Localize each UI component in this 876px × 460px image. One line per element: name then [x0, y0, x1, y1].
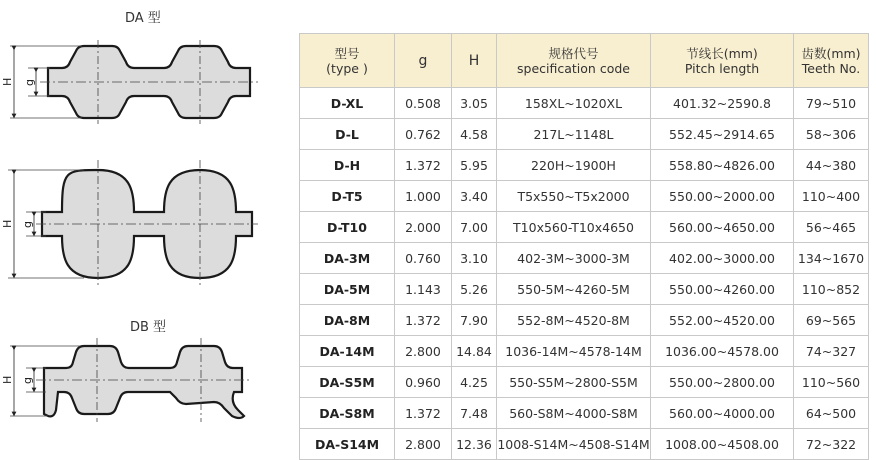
h-cell: 5.26 — [452, 274, 497, 305]
g-cell: 0.508 — [395, 88, 452, 119]
model-cell: DA-S5M — [300, 367, 395, 398]
table-row — [300, 150, 869, 181]
teeth-no-cell: 56~465 — [794, 212, 869, 243]
spec-code-cell: 1008-S14M~4508-S14M — [497, 429, 651, 460]
model-cell: DA-5M — [300, 274, 395, 305]
spec-code-cell: 217L~1148L — [497, 119, 651, 150]
spec-code-cell: 550-5M~4260-5M — [497, 274, 651, 305]
g-cell: 1.372 — [395, 305, 452, 336]
g-cell: 1.143 — [395, 274, 452, 305]
g-dim-label-2: g — [21, 221, 34, 228]
pitch-length-cell: 552.00~4520.00 — [651, 305, 794, 336]
h-cell: 3.40 — [452, 181, 497, 212]
h-cell: 14.84 — [452, 336, 497, 367]
teeth-no-cell: 58~306 — [794, 119, 869, 150]
table-row — [300, 367, 869, 398]
model-cell: D-XL — [300, 88, 395, 119]
h-cell: 7.00 — [452, 212, 497, 243]
model-cell: D-T5 — [300, 181, 395, 212]
h-cell: 4.58 — [452, 119, 497, 150]
teeth-no-cell: 44~380 — [794, 150, 869, 181]
model-cell: DA-S8M — [300, 398, 395, 429]
table-row — [300, 212, 869, 243]
h-cell: 4.25 — [452, 367, 497, 398]
teeth-no-cell: 74~327 — [794, 336, 869, 367]
g-dim-label-3: g — [21, 377, 34, 384]
header-spec-code: 规格代号 specification code — [497, 34, 651, 88]
profile-drawings — [0, 0, 290, 434]
teeth-no-cell: 72~322 — [794, 429, 869, 460]
h-cell: 5.95 — [452, 150, 497, 181]
spec-code-cell: 550-S5M~2800-S5M — [497, 367, 651, 398]
h-cell: 12.36 — [452, 429, 497, 460]
header-type: 型号 (type ) — [300, 34, 395, 88]
g-cell: 2.800 — [395, 429, 452, 460]
spec-code-cell: T5x550~T5x2000 — [497, 181, 651, 212]
db-profile — [10, 338, 250, 422]
table-row — [300, 243, 869, 274]
teeth-no-cell: 110~400 — [794, 181, 869, 212]
pitch-length-cell: 550.00~2800.00 — [651, 367, 794, 398]
model-cell: DA-8M — [300, 305, 395, 336]
spec-code-cell: 220H~1900H — [497, 150, 651, 181]
table-body — [300, 88, 869, 460]
g-cell: 2.000 — [395, 212, 452, 243]
h-cell: 7.90 — [452, 305, 497, 336]
table-row — [300, 305, 869, 336]
pitch-length-cell: 1036.00~4578.00 — [651, 336, 794, 367]
pitch-length-cell: 550.00~2000.00 — [651, 181, 794, 212]
h-cell: 3.05 — [452, 88, 497, 119]
spec-code-cell: 552-8M~4520-8M — [497, 305, 651, 336]
spec-code-cell: T10x560-T10x4650 — [497, 212, 651, 243]
h-cell: 7.48 — [452, 398, 497, 429]
da-type-label: DA 型 — [125, 11, 161, 26]
h-dim-label-1: H — [1, 77, 14, 86]
header-pitch-length: 节线长(mm) Pitch length — [651, 34, 794, 88]
pitch-length-cell: 401.32~2590.8 — [651, 88, 794, 119]
spec-code-cell: 560-S8M~4000-S8M — [497, 398, 651, 429]
g-cell: 1.372 — [395, 150, 452, 181]
header-h: H — [452, 34, 497, 88]
spec-code-cell: 1036-14M~4578-14M — [497, 336, 651, 367]
g-cell: 0.760 — [395, 243, 452, 274]
teeth-no-cell: 69~565 — [794, 305, 869, 336]
g-dim-label-1: g — [23, 79, 36, 86]
model-cell: D-T10 — [300, 212, 395, 243]
pitch-length-cell: 550.00~4260.00 — [651, 274, 794, 305]
spec-code-cell: 402-3M~3000-3M — [497, 243, 651, 274]
h-cell: 3.10 — [452, 243, 497, 274]
model-cell: DA-3M — [300, 243, 395, 274]
header-teeth-no: 齿数(mm) Teeth No. — [794, 34, 869, 88]
pitch-length-cell: 558.80~4826.00 — [651, 150, 794, 181]
header-g: g — [395, 34, 452, 88]
table-row — [300, 336, 869, 367]
g-cell: 0.960 — [395, 367, 452, 398]
pitch-length-cell: 560.00~4650.00 — [651, 212, 794, 243]
model-cell: DA-S14M — [300, 429, 395, 460]
table-row — [300, 181, 869, 212]
teeth-no-cell: 79~510 — [794, 88, 869, 119]
pitch-length-cell: 552.45~2914.65 — [651, 119, 794, 150]
pitch-length-cell: 560.00~4000.00 — [651, 398, 794, 429]
teeth-no-cell: 110~560 — [794, 367, 869, 398]
table-row — [300, 429, 869, 460]
model-cell: D-H — [300, 150, 395, 181]
teeth-no-cell: 64~500 — [794, 398, 869, 429]
teeth-no-cell: 134~1670 — [794, 243, 869, 274]
model-cell: D-L — [300, 119, 395, 150]
teeth-no-cell: 110~852 — [794, 274, 869, 305]
db-type-label: DB 型 — [130, 320, 167, 335]
h-dim-label-2: H — [1, 219, 14, 228]
da-trapezoid-profile — [10, 40, 258, 124]
spec-code-cell: 158XL~1020XL — [497, 88, 651, 119]
table-header-row — [300, 34, 869, 88]
g-cell: 1.372 — [395, 398, 452, 429]
pitch-length-cell: 1008.00~4508.00 — [651, 429, 794, 460]
g-cell: 1.000 — [395, 181, 452, 212]
da-round-profile — [8, 160, 258, 288]
pitch-length-cell: 402.00~3000.00 — [651, 243, 794, 274]
g-cell: 2.800 — [395, 336, 452, 367]
spec-table — [299, 33, 869, 460]
table-row — [300, 88, 869, 119]
h-dim-label-3: H — [1, 375, 14, 384]
table-row — [300, 398, 869, 429]
belt-profile-diagrams — [0, 0, 290, 434]
table-row — [300, 119, 869, 150]
model-cell: DA-14M — [300, 336, 395, 367]
g-cell: 0.762 — [395, 119, 452, 150]
table-row — [300, 274, 869, 305]
